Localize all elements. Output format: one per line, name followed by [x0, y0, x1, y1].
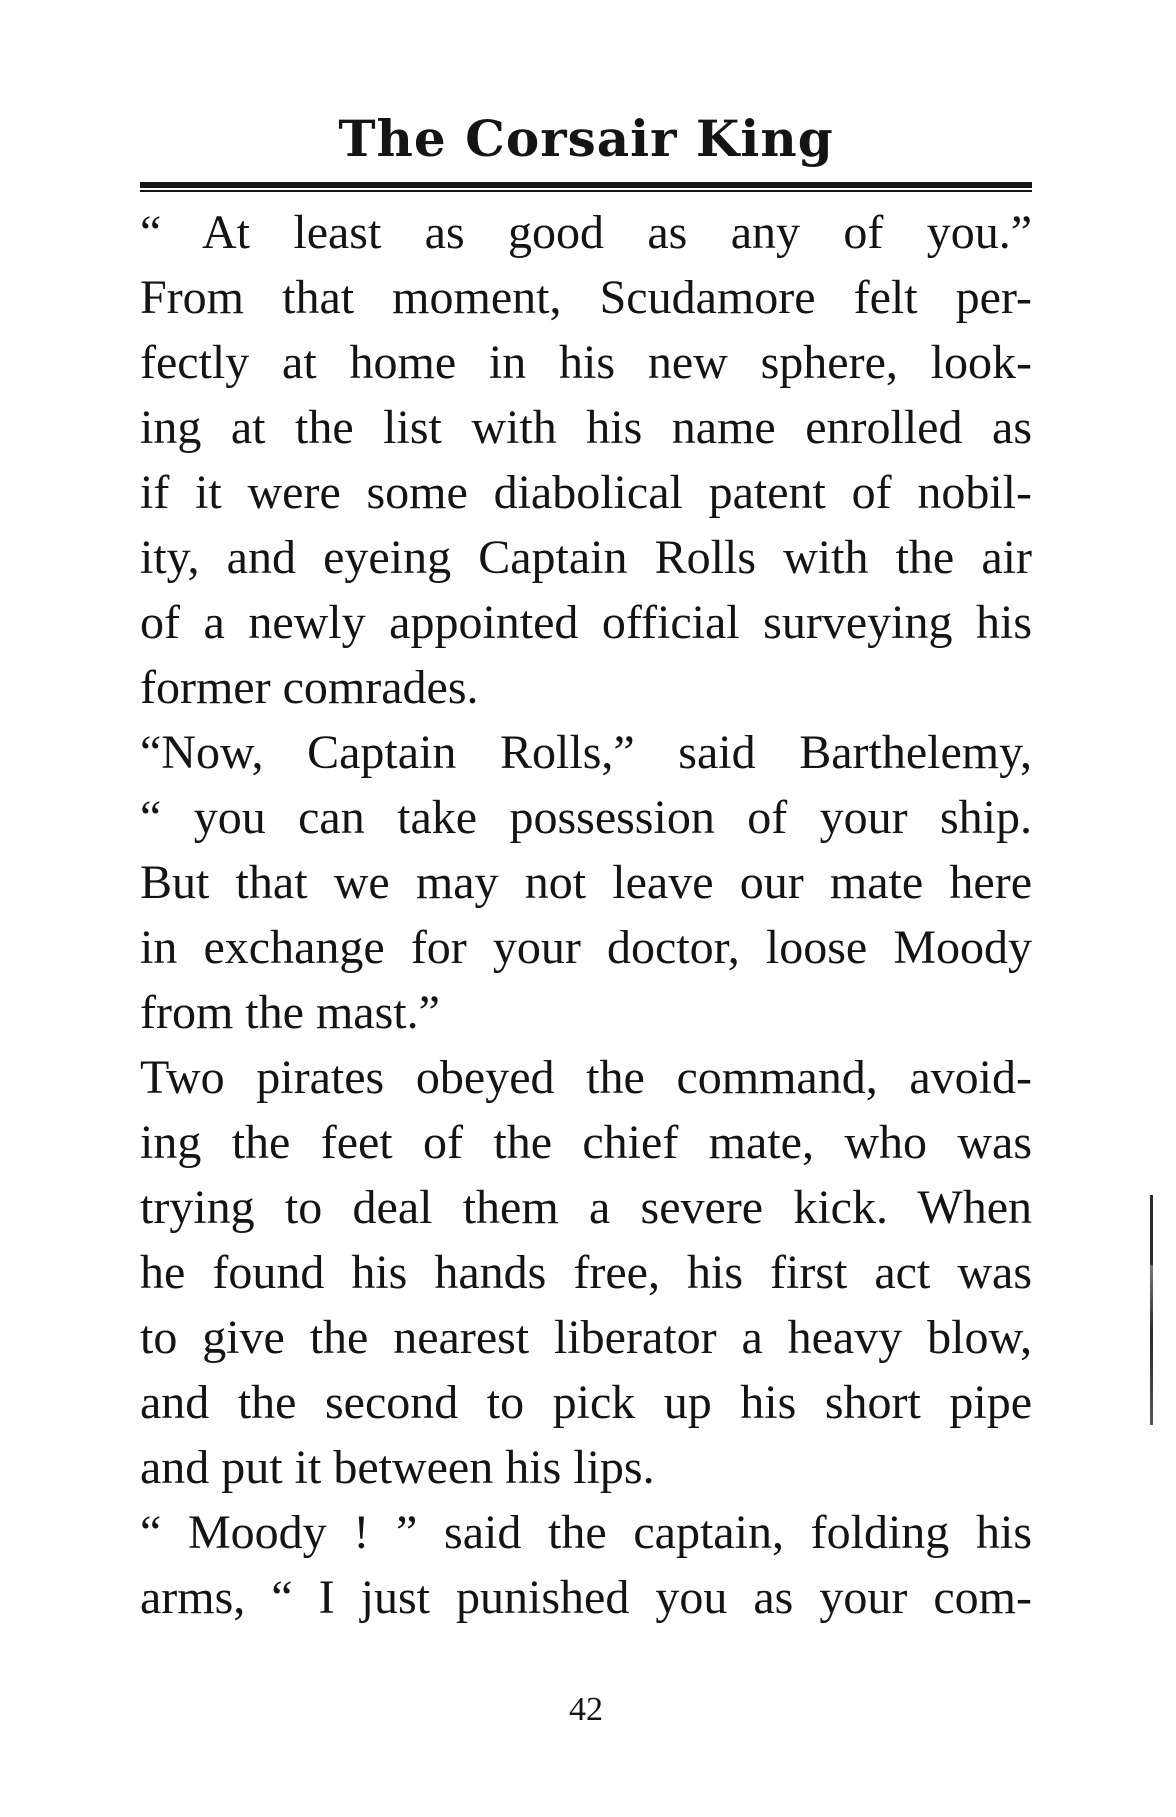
text-line: former comrades. [140, 661, 479, 714]
text-line: trying to deal them a severe kick. When [140, 1181, 1032, 1234]
text-line: ing at the list with his name enrolled as [140, 401, 1032, 454]
text-line: fectly at home in his new sphere, look- [140, 336, 1032, 389]
text-line: “Now, Captain Rolls,” said Barthelemy, [140, 726, 1032, 779]
text-line: From that moment, Scudamore felt per- [140, 271, 1032, 324]
text-line: of a newly appointed official surveying his [140, 596, 1032, 649]
text-line: Two pirates obeyed the command, avoid- [140, 1051, 1032, 1104]
text-line: ing the feet of the chief mate, who was [140, 1116, 1032, 1169]
body-text [140, 200, 1032, 1630]
text-line: “ Moody ! ” said the captain, folding his [140, 1506, 1032, 1559]
text-line: arms, “ I just punished you as your com- [140, 1571, 1032, 1624]
text-line: in exchange for your doctor, loose Moody [140, 921, 1032, 974]
text-line: and put it between his lips. [140, 1441, 655, 1494]
text-line: But that we may not leave our mate here [140, 856, 1032, 909]
text-line: he found his hands free, his first act was [140, 1246, 1032, 1299]
scan-edge-mark [1150, 1195, 1153, 1425]
text-line: if it were some diabolical patent of nobil- [140, 466, 1032, 519]
text-line: to give the nearest liberator a heavy blow, [140, 1311, 1032, 1364]
text-line: from the mast.” [140, 986, 440, 1039]
page-number: 42 [569, 1691, 603, 1728]
running-title: The Corsair King [338, 109, 834, 168]
text-line: “ At least as good as any of you.” [140, 206, 1032, 259]
text-line: and the second to pick up his short pipe [140, 1376, 1032, 1429]
text-line: ity, and eyeing Captain Rolls with the air [140, 531, 1032, 584]
text-line: “ you can take possession of your ship. [140, 791, 1032, 844]
header-rule [140, 182, 1032, 192]
